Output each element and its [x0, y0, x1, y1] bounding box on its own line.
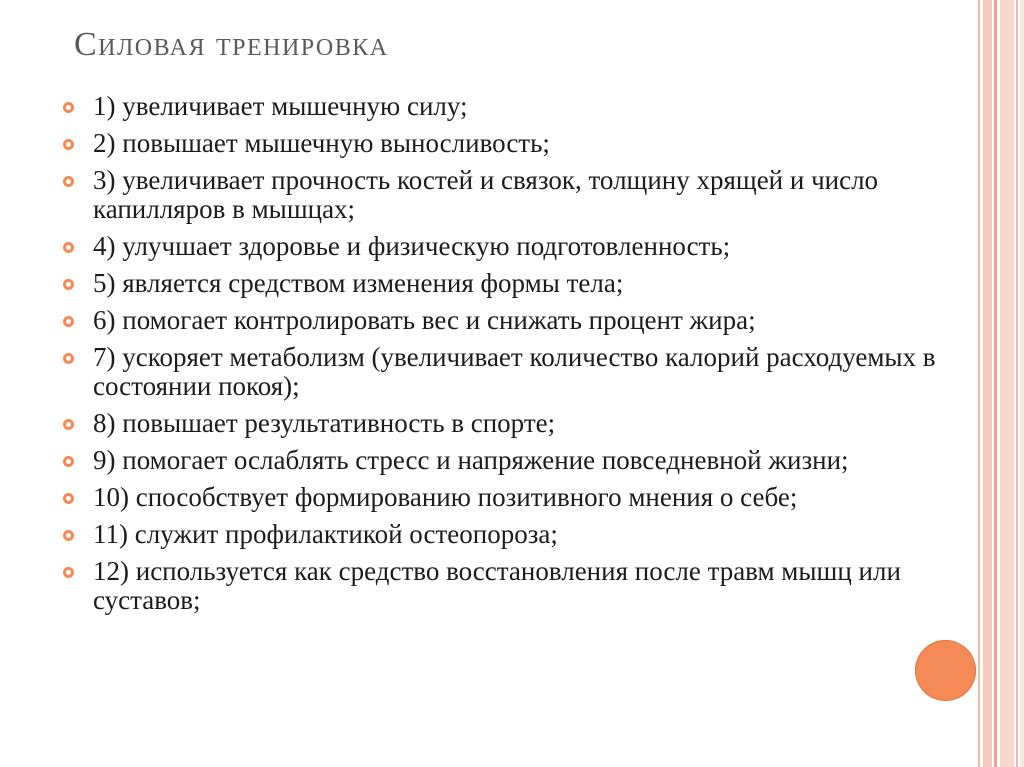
decorative-stripe: [978, 0, 980, 767]
circle-bullet-icon: [63, 176, 74, 187]
circle-bullet-icon: [63, 139, 74, 150]
list-item-text: 9) помогает ослаблять стресс и напряжение повседневной жизни;: [93, 445, 849, 475]
list-item: [60, 483, 940, 512]
list-item-text: 5) является средством изменения формы тела;: [93, 268, 624, 298]
circle-bullet-icon: [63, 419, 74, 430]
list-item: [60, 129, 940, 158]
list-item: [60, 306, 940, 335]
decorative-stripe: [983, 0, 992, 767]
decorative-circle: [915, 640, 976, 701]
list-item-text: 10) способствует формированию позитивного мнения о себе;: [93, 482, 798, 512]
circle-bullet-icon: [63, 242, 74, 253]
bullet-list: [60, 92, 940, 623]
circle-bullet-icon: [63, 493, 74, 504]
slide-title: Силовая тренировка: [74, 26, 389, 63]
list-item: [60, 269, 940, 298]
list-item-text: 4) улучшает здоровье и физическую подготовленность;: [93, 231, 731, 261]
circle-bullet-icon: [63, 456, 74, 467]
list-item-text: 11) служит профилактикой остеопороза;: [93, 519, 558, 549]
decorative-stripe: [994, 0, 997, 767]
circle-bullet-icon: [63, 530, 74, 541]
list-item: [60, 232, 940, 261]
decorative-stripe: [1020, 0, 1024, 767]
list-item: [60, 520, 940, 549]
circle-bullet-icon: [63, 316, 74, 327]
list-item-text: 6) помогает контролировать вес и снижать процент жира;: [93, 305, 756, 335]
decorative-stripe: [1000, 0, 1014, 767]
list-item: [60, 557, 940, 615]
circle-bullet-icon: [63, 353, 74, 364]
decorative-stripe: [1016, 0, 1018, 767]
circle-bullet-icon: [63, 279, 74, 290]
list-item-text: 7) ускоряет метаболизм (увеличивает количество калорий расходуемых в состоянии покоя);: [93, 342, 936, 401]
list-item: [60, 343, 940, 401]
list-item: [60, 92, 940, 121]
list-item-text: 1) увеличивает мышечную силу;: [93, 91, 468, 121]
list-item-text: 3) увеличивает прочность костей и связок, толщину хрящей и число капилляров в мышцах;: [93, 165, 879, 224]
list-item: [60, 446, 940, 475]
list-item-text: 2) повышает мышечную выносливость;: [93, 128, 550, 158]
circle-bullet-icon: [63, 567, 74, 578]
list-item-text: 12) используется как средство восстановления после травм мышц или суставов;: [93, 556, 901, 615]
circle-bullet-icon: [63, 102, 74, 113]
list-item: [60, 409, 940, 438]
list-item: [60, 166, 940, 224]
list-item-text: 8) повышает результативность в спорте;: [93, 408, 556, 438]
